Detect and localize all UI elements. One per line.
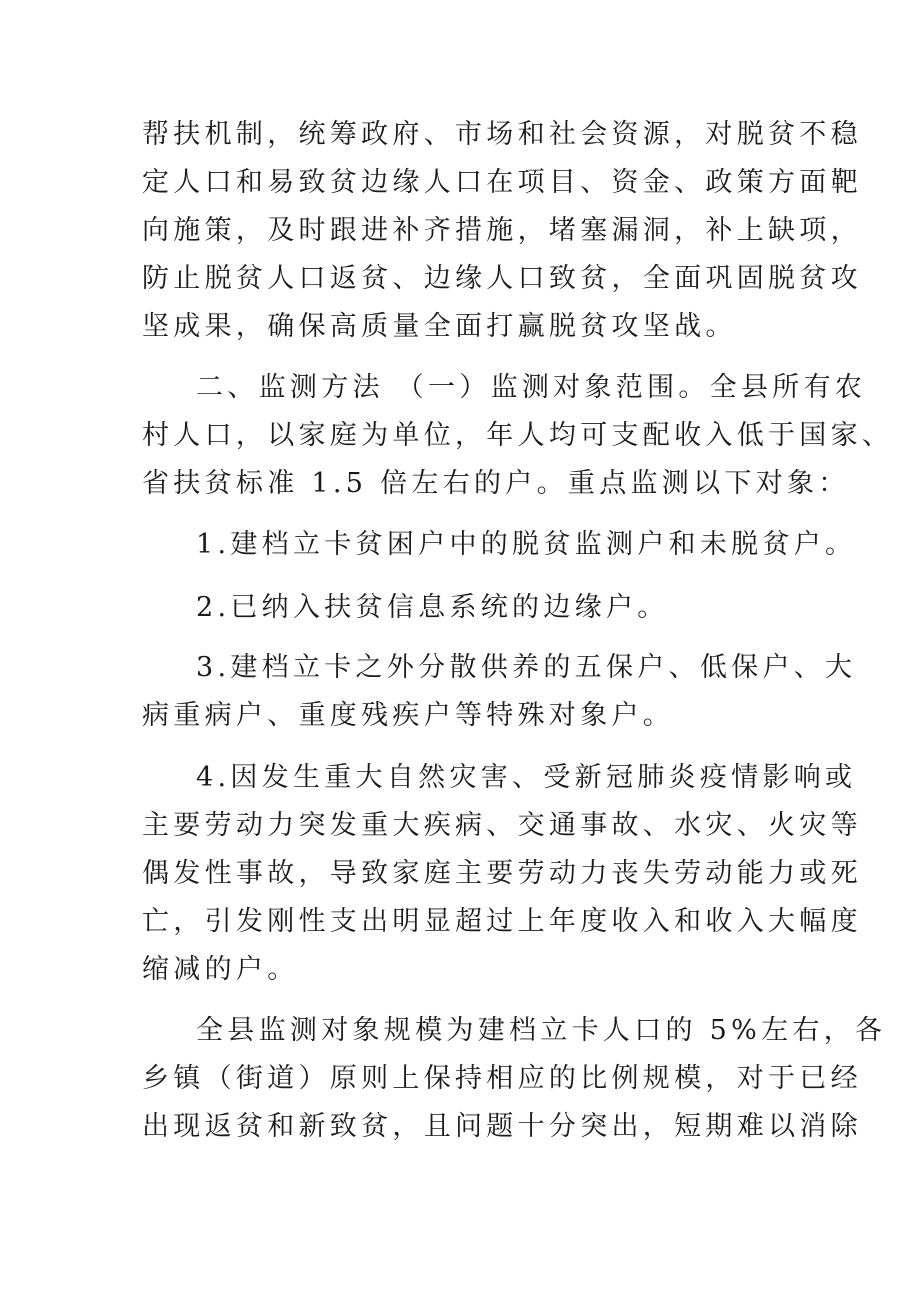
- paragraph-line: 乡镇（街道）原则上保持相应的比例规模，对于已经: [142, 1063, 862, 1094]
- paragraph-line: 定人口和易致贫边缘人口在项目、资金、政策方面靶: [142, 167, 862, 198]
- list-item-1: 1.建档立卡贫困户中的脱贫监测户和未脱贫户。: [196, 529, 857, 560]
- paragraph-line: 主要劳动力突发重大疾病、交通事故、水灾、火灾等: [142, 810, 862, 841]
- paragraph-line: 出现返贫和新致贫，且问题十分突出，短期难以消除: [142, 1111, 862, 1142]
- list-item-4: 4.因发生重大自然灾害、受新冠肺炎疫情影响或: [196, 762, 857, 793]
- paragraph-line: 全县监测对象规模为建档立卡人口的 5%左右，各: [196, 1015, 887, 1046]
- paragraph-line: 省扶贫标准 1.5 倍左右的户。重点监测以下对象：: [142, 468, 850, 499]
- paragraph-line: 向施策，及时跟进补齐措施，堵塞漏洞，补上缺项，: [142, 215, 862, 246]
- paragraph-line: 病重病户、重度残疾户等特殊对象户。: [142, 700, 675, 731]
- paragraph-line: 亡，引发刚性支出明显超过上年度收入和收入大幅度: [142, 906, 862, 937]
- paragraph-line: 偶发性事故，导致家庭主要劳动力丧失劳动能力或死: [142, 858, 862, 889]
- paragraph-line: 缩减的户。: [142, 954, 299, 985]
- list-item-2: 2.已纳入扶贫信息系统的边缘户。: [196, 592, 669, 623]
- paragraph-line: 村人口，以家庭为单位，年人均可支配收入低于国家、: [142, 420, 894, 451]
- list-item-3: 3.建档立卡之外分散供养的五保户、低保户、大: [196, 652, 857, 683]
- paragraph-line: 帮扶机制，统筹政府、市场和社会资源，对脱贫不稳: [142, 119, 862, 150]
- paragraph-line: 防止脱贫人口返贫、边缘人口致贫，全面巩固脱贫攻: [142, 263, 862, 294]
- paragraph-line: 坚成果，确保高质量全面打赢脱贫攻坚战。: [142, 311, 737, 342]
- section-heading-line: 二、监测方法 （一）监测对象范围。全县所有农: [196, 372, 867, 403]
